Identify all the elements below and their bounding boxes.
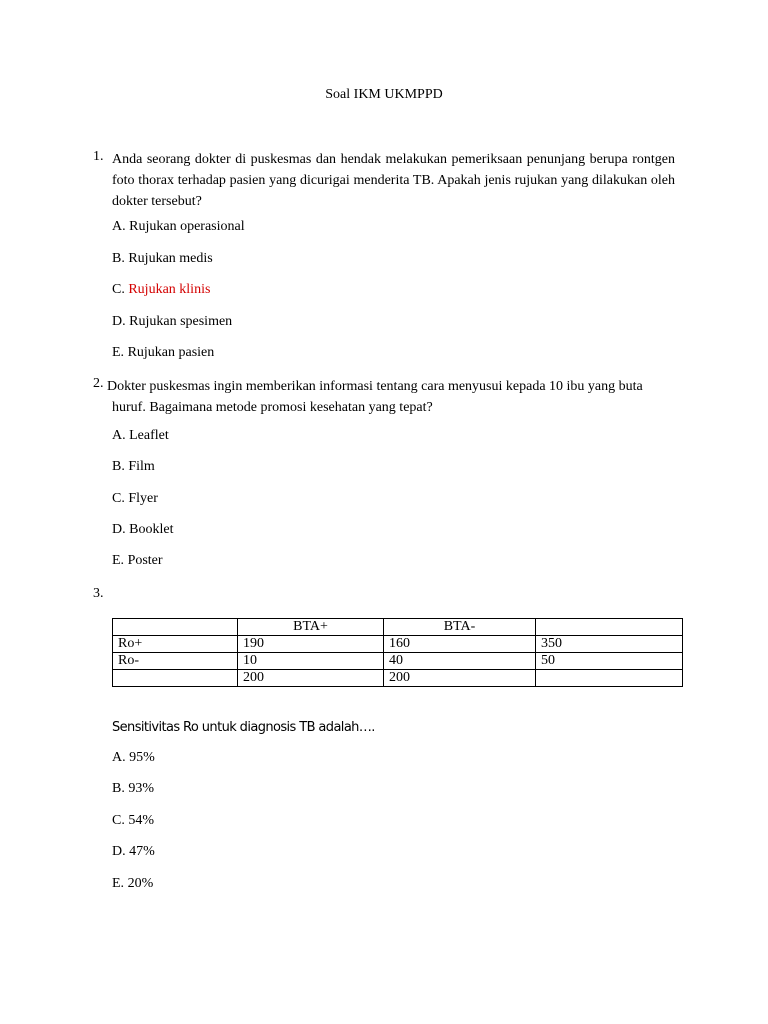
- option-letter: E.: [112, 345, 125, 360]
- option-letter: A.: [112, 219, 126, 234]
- option-text: Flyer: [128, 491, 158, 506]
- table-header-cell: [536, 619, 683, 636]
- table-header-cell: BTA-: [384, 619, 536, 636]
- table-cell: 350: [536, 636, 683, 653]
- question-1-number: 1.: [93, 149, 104, 164]
- option-letter: D.: [112, 522, 126, 537]
- question-1-option-e: [112, 345, 214, 361]
- table-header-cell: [113, 619, 238, 636]
- option-text: Rujukan spesimen: [129, 314, 233, 329]
- option-letter: D.: [112, 314, 126, 329]
- question-2-option-d: [112, 522, 173, 538]
- option-letter: E.: [112, 553, 125, 568]
- question-3-option-c: [112, 813, 154, 829]
- table-cell: 160: [384, 636, 536, 653]
- option-text: Rujukan operasional: [129, 219, 245, 234]
- option-letter: A.: [112, 750, 126, 765]
- page-title: Soal IKM UKMPPD: [325, 87, 443, 102]
- option-text: Poster: [127, 553, 163, 568]
- question-1-option-d: [112, 314, 232, 330]
- option-text: 47%: [129, 844, 155, 859]
- table-cell: [536, 670, 683, 687]
- table-row: [113, 670, 683, 687]
- contingency-table: [112, 618, 683, 687]
- question-3-option-a: [112, 750, 155, 766]
- table-header-row: [113, 619, 683, 636]
- table-cell: 190: [238, 636, 384, 653]
- question-2-text: Dokter puskesmas ingin memberikan informasi tentang cara menyusui kepada 10 ibu yang buta huruf. Bagaimana metode promosi kesehatan yang tepat?: [107, 379, 643, 415]
- option-letter: D.: [112, 844, 126, 859]
- option-text: Leaflet: [129, 428, 169, 443]
- question-1-option-a: [112, 219, 245, 235]
- table-row: [113, 636, 683, 653]
- question-1-option-b: [112, 251, 213, 267]
- table-cell: 50: [536, 653, 683, 670]
- question-2-option-e: [112, 553, 163, 569]
- option-letter: E.: [112, 876, 125, 891]
- table-cell: 40: [384, 653, 536, 670]
- question-1-text: Anda seorang dokter di puskesmas dan hendak melakukan pemeriksaan penunjang berupa rontgen foto thorax terhadap pasien yang dicurigai menderita TB. Apakah jenis rujukan yang dilakukan oleh dokter tersebut?: [112, 152, 675, 209]
- question-3-text: Sensitivitas Ro untuk diagnosis TB adalah….: [112, 720, 375, 735]
- table-cell: Ro+: [113, 636, 238, 653]
- option-letter: B.: [112, 251, 125, 266]
- table-cell: [113, 670, 238, 687]
- question-3-option-d: [112, 844, 155, 860]
- option-letter: C.: [112, 491, 125, 506]
- option-text-correct-answer: Rujukan klinis: [128, 282, 211, 297]
- question-1-option-c: [112, 282, 210, 298]
- option-letter: C.: [112, 813, 125, 828]
- question-3-option-b: [112, 781, 154, 797]
- question-3-option-e: [112, 876, 153, 892]
- option-letter: B.: [112, 459, 125, 474]
- option-text: Booklet: [129, 522, 174, 537]
- option-text: 95%: [129, 750, 155, 765]
- option-letter: A.: [112, 428, 126, 443]
- option-text: Rujukan pasien: [127, 345, 215, 360]
- question-2-option-a: [112, 428, 169, 444]
- table-cell: 10: [238, 653, 384, 670]
- table-header-cell: BTA+: [238, 619, 384, 636]
- option-text: 20%: [127, 876, 154, 891]
- question-2-option-c: [112, 491, 158, 507]
- option-text: 54%: [128, 813, 155, 828]
- table-cell: Ro-: [113, 653, 238, 670]
- option-text: 93%: [128, 781, 155, 796]
- option-text: Film: [128, 459, 155, 474]
- question-3-number: 3.: [93, 586, 104, 601]
- option-text: Rujukan medis: [128, 251, 213, 266]
- option-letter: C.: [112, 282, 125, 297]
- question-2-number: 2.: [93, 376, 104, 391]
- table-cell: 200: [238, 670, 384, 687]
- question-2-option-b: [112, 459, 155, 475]
- table-cell: 200: [384, 670, 536, 687]
- option-letter: B.: [112, 781, 125, 796]
- table-row: [113, 653, 683, 670]
